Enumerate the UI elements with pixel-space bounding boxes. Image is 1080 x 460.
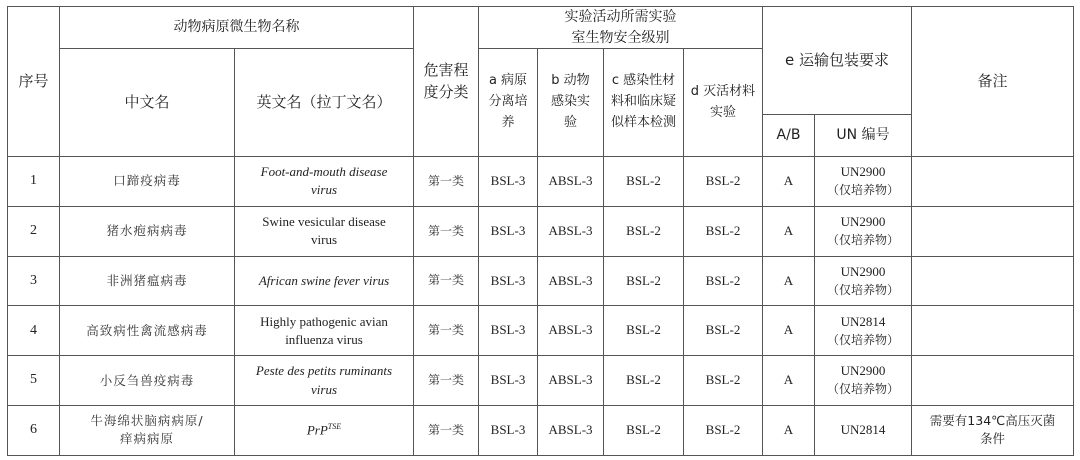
row-hazard: 第一类 [414,356,479,406]
row-lab-d: BSL-2 [684,405,763,455]
row-un [815,306,912,356]
row-en-name [235,206,414,256]
row-seq: 1 [8,157,60,207]
row-lab-a: BSL-3 [479,256,538,306]
row-seq: 3 [8,256,60,306]
row-ab: A [763,206,815,256]
row-hazard: 第一类 [414,206,479,256]
row-un-note: （仅培养物） [826,382,899,397]
row-seq: 5 [8,356,60,406]
row-en-text: Swine vesicular disease virus [262,214,386,248]
row-seq: 4 [8,306,60,356]
row-en-text: African swine fever virus [258,272,390,288]
row-lab-d: BSL-2 [684,306,763,356]
row-remark [912,356,1074,406]
row-lab-a: BSL-3 [479,405,538,455]
row-lab-d: BSL-2 [684,157,763,207]
row-un [815,206,912,256]
row-lab-c: BSL-2 [604,405,684,455]
row-lab-c: BSL-2 [604,157,684,207]
row-un [815,157,912,207]
header-lab-c: c 感染性材料和临床疑似样本检测 [604,49,684,157]
table-row [8,206,1074,256]
header-hazard: 危害程度分类 [414,7,479,157]
row-remark [912,157,1074,207]
row-cn-name: 口蹄疫病毒 [60,157,235,207]
row-lab-b: ABSL-3 [538,306,604,356]
header-en-name: 英文名（拉丁文名） [235,49,414,157]
row-remark [912,306,1074,356]
row-en-name [235,256,414,306]
row-lab-a: BSL-3 [479,206,538,256]
row-en-name [235,356,414,406]
row-un-note: （仅培养物） [826,282,899,297]
row-ab: A [763,356,815,406]
row-un-note: （仅培养物） [826,332,899,347]
row-lab-d: BSL-2 [684,206,763,256]
row-en-superscript: TSE [327,422,342,432]
table-row [8,157,1074,207]
row-un-code: UN2814 [840,421,886,437]
row-ab: A [763,306,815,356]
row-un [815,356,912,406]
row-lab-b: ABSL-3 [538,256,604,306]
row-hazard: 第一类 [414,306,479,356]
row-un-code: UN2814 [840,313,886,329]
header-lab-a: a 病原分离培养 [479,49,538,157]
row-remark [912,206,1074,256]
row-lab-a: BSL-3 [479,356,538,406]
row-seq: 2 [8,206,60,256]
row-un-code: UN2900 [840,363,886,379]
pathogen-biosafety-table [7,6,1074,456]
row-en-text: Highly pathogenic avian influenza virus [260,313,388,347]
row-en-name [235,157,414,207]
header-lab-group: 实验活动所需实验室生物安全级别 [479,7,763,49]
row-un-code: UN2900 [840,263,886,279]
row-lab-a: BSL-3 [479,306,538,356]
header-cn-name: 中文名 [60,49,235,157]
table-row [8,256,1074,306]
header-lab-d: d 灭活材料实验 [684,49,763,157]
table-row [8,306,1074,356]
row-ab: A [763,405,815,455]
row-lab-c: BSL-2 [604,306,684,356]
row-hazard: 第一类 [414,256,479,306]
row-remark [912,256,1074,306]
row-ab: A [763,157,815,207]
row-un-code: UN2900 [840,164,886,180]
row-cn-name: 牛海绵状脑病病原/痒病病原 [60,405,235,455]
table-row [8,356,1074,406]
header-lab-b: b 动物感染实验 [538,49,604,157]
row-lab-d: BSL-2 [684,256,763,306]
row-lab-b: ABSL-3 [538,405,604,455]
header-transport: e 运输包装要求 [763,7,912,115]
row-cn-name: 高致病性禽流感病毒 [60,306,235,356]
row-hazard: 第一类 [414,405,479,455]
row-hazard: 第一类 [414,157,479,207]
row-lab-c: BSL-2 [604,206,684,256]
row-lab-d: BSL-2 [684,356,763,406]
row-en-text: Peste des petits ruminants virus [255,363,393,397]
row-un [815,256,912,306]
row-lab-a: BSL-3 [479,157,538,207]
row-cn-name: 小反刍兽疫病毒 [60,356,235,406]
header-un: UN 编号 [815,115,912,157]
row-lab-c: BSL-2 [604,356,684,406]
row-lab-b: ABSL-3 [538,157,604,207]
row-lab-b: ABSL-3 [538,356,604,406]
row-en-text: PrP [306,422,328,438]
row-ab: A [763,256,815,306]
row-en-name [235,306,414,356]
header-name-group: 动物病原微生物名称 [60,7,414,49]
row-cn-name: 非洲猪瘟病毒 [60,256,235,306]
row-un-note: （仅培养物） [826,232,899,247]
table-row [8,405,1074,455]
row-cn-name: 猪水疱病病毒 [60,206,235,256]
header-ab: A/B [763,115,815,157]
row-lab-b: ABSL-3 [538,206,604,256]
row-en-name [235,405,414,455]
row-seq: 6 [8,405,60,455]
row-un [815,405,912,455]
row-remark: 需要有134℃高压灭菌条件 [912,405,1074,455]
header-remark: 备注 [912,7,1074,157]
row-un-code: UN2900 [840,214,886,230]
row-un-note: （仅培养物） [826,183,899,198]
header-seq: 序号 [8,7,60,157]
row-en-text: Foot-and-mouth disease virus [260,164,388,198]
row-lab-c: BSL-2 [604,256,684,306]
